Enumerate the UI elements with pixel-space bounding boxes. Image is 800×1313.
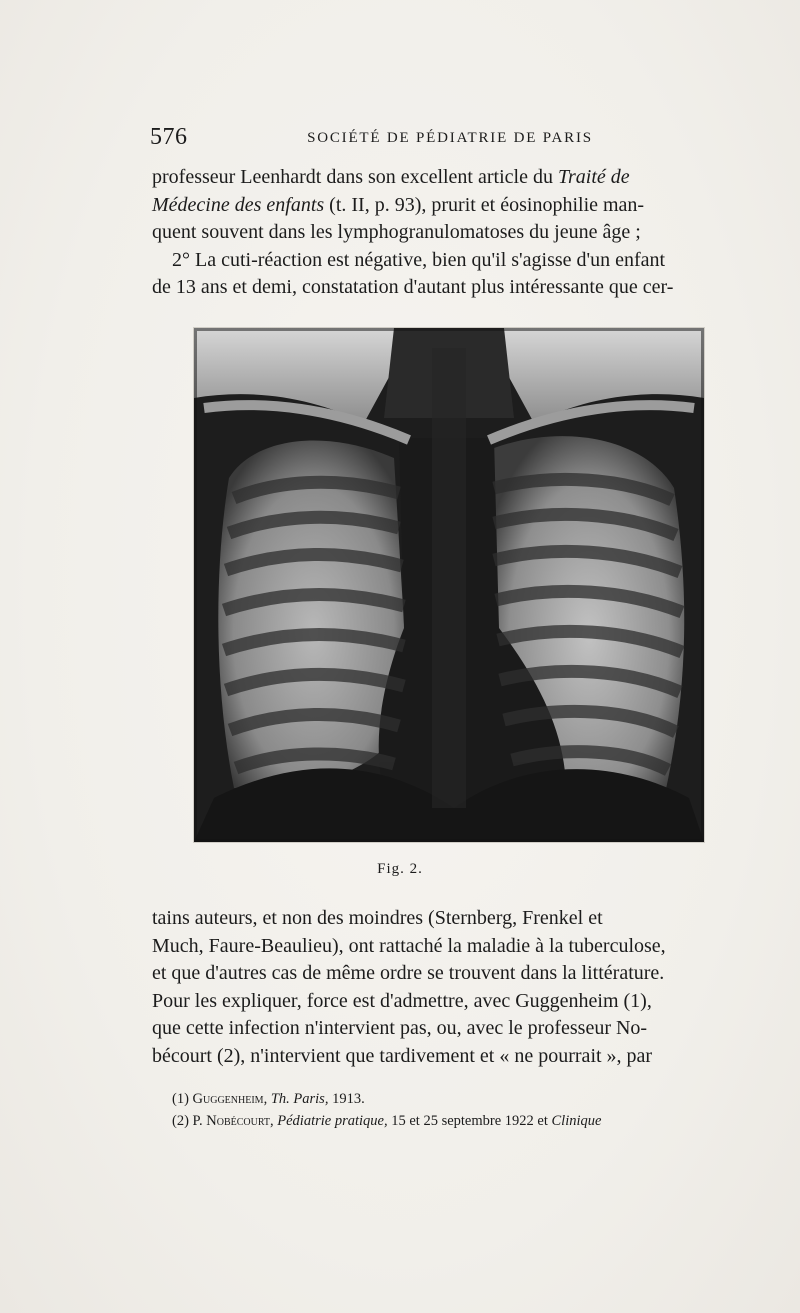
top-paragraph bbox=[152, 164, 738, 302]
footnotes bbox=[172, 1088, 742, 1132]
bottom-paragraph bbox=[152, 905, 738, 1070]
text-line: quent souvent dans les lymphogranulomatoses du jeune âge ; bbox=[152, 221, 641, 243]
chest-xray-figure bbox=[193, 327, 705, 843]
text-line: Much, Faure-Beaulieu), ont rattaché la maladie à la tuberculose, bbox=[152, 934, 666, 957]
footnote-1: (1) Guggenheim, Th. Paris, 1913. bbox=[172, 1091, 365, 1107]
text-line: de 13 ans et demi, constatation d'autant plus intéressante que cer- bbox=[152, 276, 674, 298]
text-line: 2° La cuti-réaction est négative, bien qu'il s'agisse d'un enfant bbox=[172, 248, 666, 271]
chest-xray-image bbox=[194, 328, 704, 842]
footnote-2: (2) P. Nobécourt, Pédiatrie pratique, 15 et 25 septembre 1922 et Clinique bbox=[172, 1113, 602, 1129]
text-line: bécourt (2), n'intervient que tardivement et « ne pourrait », par bbox=[152, 1044, 653, 1067]
text-line: et que d'autres cas de même ordre se trouvent dans la littérature. bbox=[152, 962, 665, 984]
text-line: que cette infection n'intervient pas, ou, avec le professeur No- bbox=[152, 1017, 648, 1039]
text-line: Médecine des enfants (t. II, p. 93), prurit et éosinophilie man- bbox=[152, 193, 645, 216]
text-line: professeur Leenhardt dans son excellent article du Traité de bbox=[152, 166, 630, 188]
page-number: 576 bbox=[150, 124, 188, 150]
text-line: Pour les expliquer, force est d'admettre, avec Guggenheim (1), bbox=[152, 989, 652, 1012]
figure-caption: Fig. 2. bbox=[377, 861, 423, 877]
running-head: SOCIÉTÉ DE PÉDIATRIE DE PARIS bbox=[307, 130, 593, 146]
text-line: tains auteurs, et non des moindres (Sternberg, Frenkel et bbox=[152, 907, 603, 929]
page-header bbox=[150, 124, 750, 160]
